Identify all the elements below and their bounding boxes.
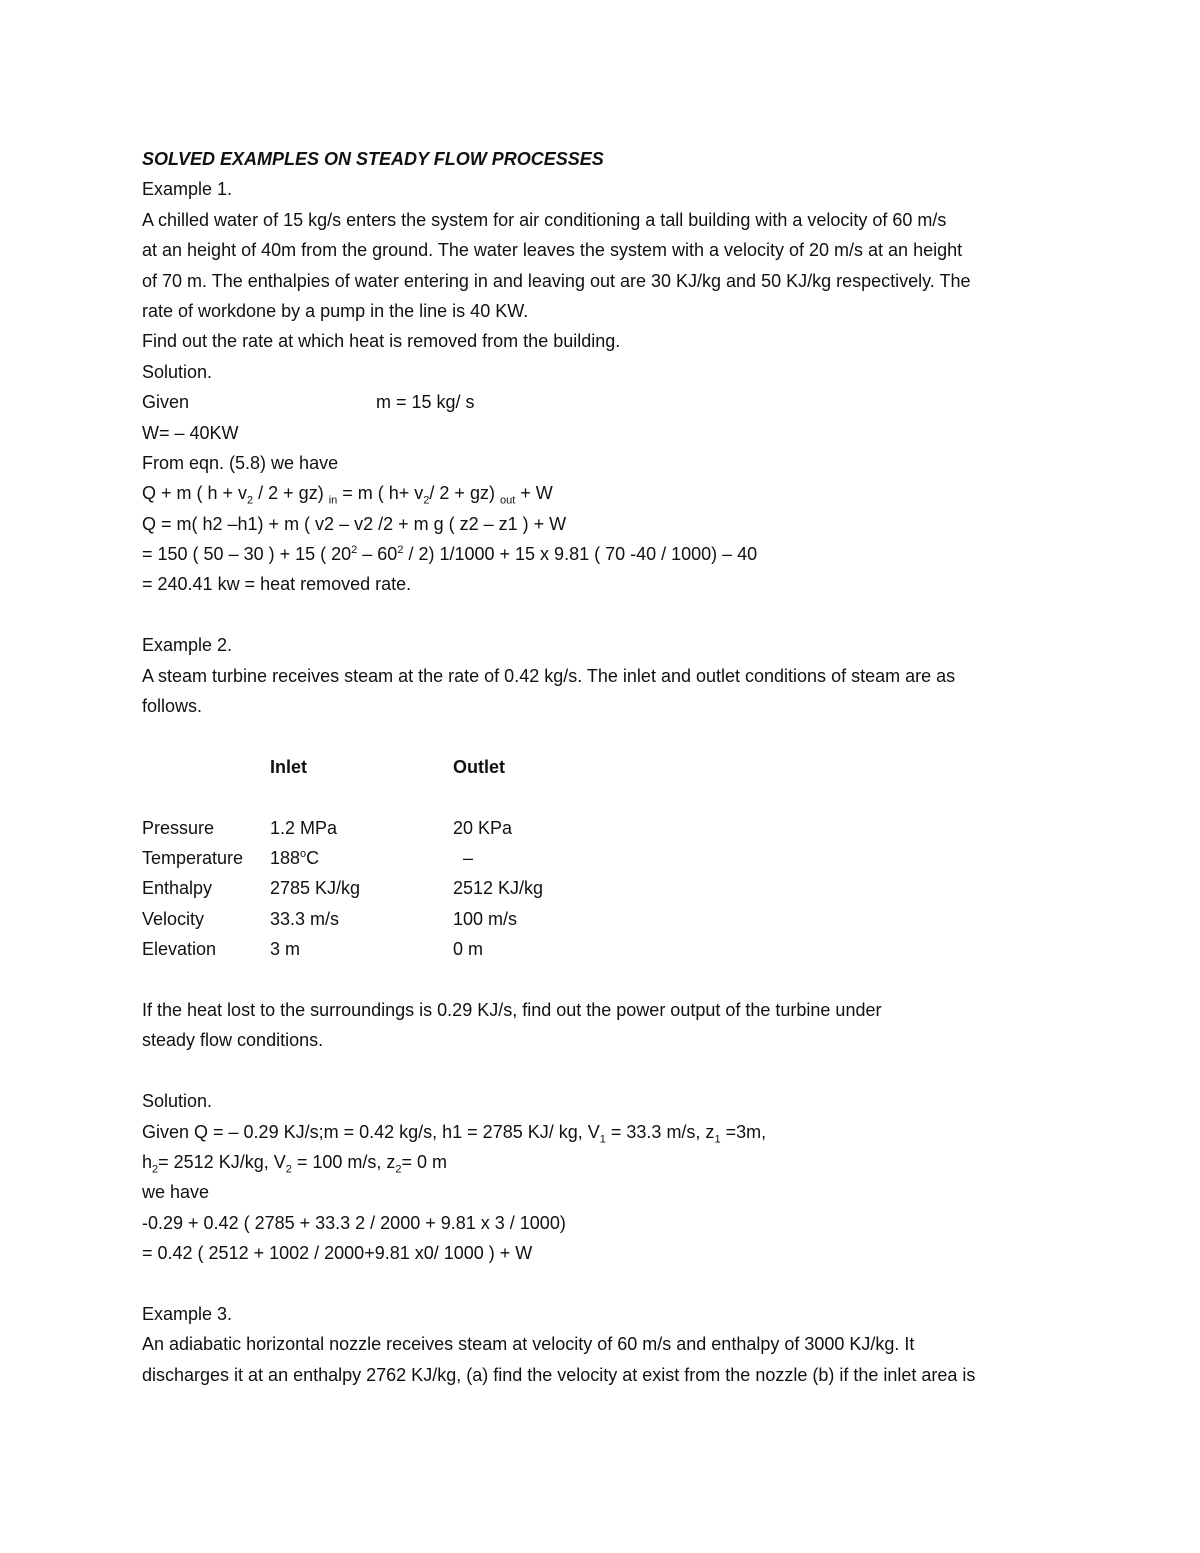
table-cell-label: Enthalpy [142, 878, 213, 899]
eq-subscript: 2 [395, 1163, 402, 1176]
conditions-table [142, 752, 1082, 965]
table-row [142, 904, 1082, 934]
eq-part: = 100 m/s, z [291, 1151, 396, 1172]
eq-part: / 2 + gz) [429, 483, 500, 504]
table-cell-inlet: 2785 KJ/kg [270, 878, 361, 899]
eq-superscript: 2 [351, 544, 358, 557]
example-1-problem-line: of 70 m. The enthalpies of water entering in and leaving out are 30 KJ/kg and 50 KJ/kg respectively. The [142, 270, 971, 291]
eq-part: = m ( h+ v [337, 483, 424, 504]
eq-part: + W [515, 483, 553, 504]
eq-subscript: 2 [152, 1163, 159, 1176]
degree-sign: o [300, 847, 307, 860]
spacer [142, 1056, 1082, 1086]
eq-part: Q + m ( h + v [142, 483, 248, 504]
eq-subscript: 2 [247, 494, 254, 507]
example-1-equation-3 [142, 539, 1082, 569]
spacer [142, 782, 1082, 812]
example-3-heading: Example 3. [142, 1303, 233, 1324]
table-header-row [142, 752, 1082, 782]
table-cell-label: Elevation [142, 939, 217, 960]
given-mass: m = 15 kg/ s [376, 392, 475, 413]
eq-subscript: 2 [423, 494, 430, 507]
temp-unit: C [306, 847, 320, 868]
table-cell-label: Velocity [142, 908, 205, 929]
example-1-problem-line: Find out the rate at which heat is removed from the building. [142, 331, 621, 352]
example-1-given-line [142, 387, 1082, 417]
example-2-equation-1: -0.29 + 0.42 ( 2785 + 33.3 2 / 2000 + 9.81 x 3 / 1000) [142, 1212, 566, 1233]
example-3-problem-line: discharges it at an enthalpy 2762 KJ/kg, (a) find the velocity at exist from the nozzle (b) if the inlet area is [142, 1364, 976, 1385]
eq-part: = 0 m [401, 1151, 448, 1172]
eq-subscript: in [328, 494, 338, 507]
document-title: SOLVED EXAMPLES ON STEADY FLOW PROCESSES [142, 149, 604, 169]
table-cell-outlet: 20 KPa [453, 817, 513, 838]
document-page [142, 144, 1082, 1390]
example-2-question-line: steady flow conditions. [142, 1030, 324, 1051]
temp-value: 188 [270, 847, 301, 868]
table-row [142, 843, 1082, 873]
eq-subscript: 1 [714, 1133, 721, 1146]
example-1-problem-line: at an height of 40m from the ground. The water leaves the system with a velocity of 20 m/s at an height [142, 240, 963, 261]
example-2-solution-label: Solution. [142, 1091, 213, 1112]
table-cell-outlet: 2512 KJ/kg [453, 878, 544, 899]
example-1-result: = 240.41 kw = heat removed rate. [142, 574, 412, 595]
example-1-solution-label: Solution. [142, 361, 213, 382]
table-cell-label: Pressure [142, 817, 215, 838]
spacer [142, 721, 1082, 751]
example-2-equation-2: = 0.42 ( 2512 + 1002 / 2000+9.81 x0/ 1000 ) + W [142, 1243, 533, 1264]
example-2-problem-line: A steam turbine receives steam at the rate of 0.42 kg/s. The inlet and outlet conditions of steam are as [142, 665, 956, 686]
eq-part: / 2 + gz) [253, 483, 329, 504]
table-row [142, 934, 1082, 964]
example-2-given-2 [142, 1147, 1082, 1177]
example-2-given-1 [142, 1117, 1082, 1147]
eq-subscript: 1 [599, 1133, 606, 1146]
table-cell-outlet: – [463, 847, 474, 868]
table-cell-outlet: 0 m [453, 939, 484, 960]
eq-part: = 33.3 m/s, z [605, 1121, 715, 1142]
spacer [142, 1268, 1082, 1298]
table-cell-inlet [270, 843, 453, 873]
eq-part: Given Q = – 0.29 KJ/s;m = 0.42 kg/s, h1 = 2785 KJ/ kg, V [142, 1121, 600, 1142]
table-cell-label: Temperature [142, 847, 244, 868]
table-cell-inlet: 1.2 MPa [270, 817, 338, 838]
table-row [142, 813, 1082, 843]
given-label: Given [142, 392, 190, 413]
eq-superscript: 2 [397, 544, 404, 557]
example-1-problem-line: rate of workdone by a pump in the line is 40 KW. [142, 300, 529, 321]
table-row [142, 873, 1082, 903]
eq-subscript: 2 [285, 1163, 292, 1176]
spacer [142, 600, 1082, 630]
table-header-inlet: Inlet [270, 756, 308, 777]
table-cell-outlet: 100 m/s [453, 908, 518, 929]
example-1-heading: Example 1. [142, 179, 233, 200]
eq-part: = 150 ( 50 – 30 ) + 15 ( 20 [142, 544, 352, 565]
example-2-question-line: If the heat lost to the surroundings is 0.29 KJ/s, find out the power output of the turbine under [142, 999, 882, 1020]
spacer [142, 965, 1082, 995]
eq-part: h [142, 1151, 153, 1172]
eq-part: – 60 [357, 544, 398, 565]
example-2-problem-line: follows. [142, 696, 203, 717]
table-header-cell [142, 752, 270, 782]
example-1-equation-1 [142, 478, 1082, 508]
example-1-problem-line: A chilled water of 15 kg/s enters the system for air conditioning a tall building with a velocity of 60 m/s [142, 209, 947, 230]
eq-part: = 2512 KJ/kg, V [158, 1151, 286, 1172]
we-have-line: we have [142, 1182, 210, 1203]
table-header-outlet: Outlet [453, 756, 505, 777]
eq-subscript: out [499, 494, 516, 507]
from-eqn-line: From eqn. (5.8) we have [142, 452, 339, 473]
table-cell-inlet: 3 m [270, 939, 301, 960]
example-3-problem-line: An adiabatic horizontal nozzle receives steam at velocity of 60 m/s and enthalpy of 3000 KJ/kg. It [142, 1334, 915, 1355]
example-2-heading: Example 2. [142, 635, 233, 656]
eq-part: =3m, [720, 1121, 767, 1142]
given-work: W= – 40KW [142, 422, 239, 443]
eq-part: / 2) 1/1000 + 15 x 9.81 ( 70 -40 / 1000) – 40 [403, 544, 758, 565]
table-cell-inlet: 33.3 m/s [270, 908, 340, 929]
example-1-equation-2: Q = m( h2 –h1) + m ( v2 – v2 /2 + m g ( z2 – z1 ) + W [142, 513, 567, 534]
